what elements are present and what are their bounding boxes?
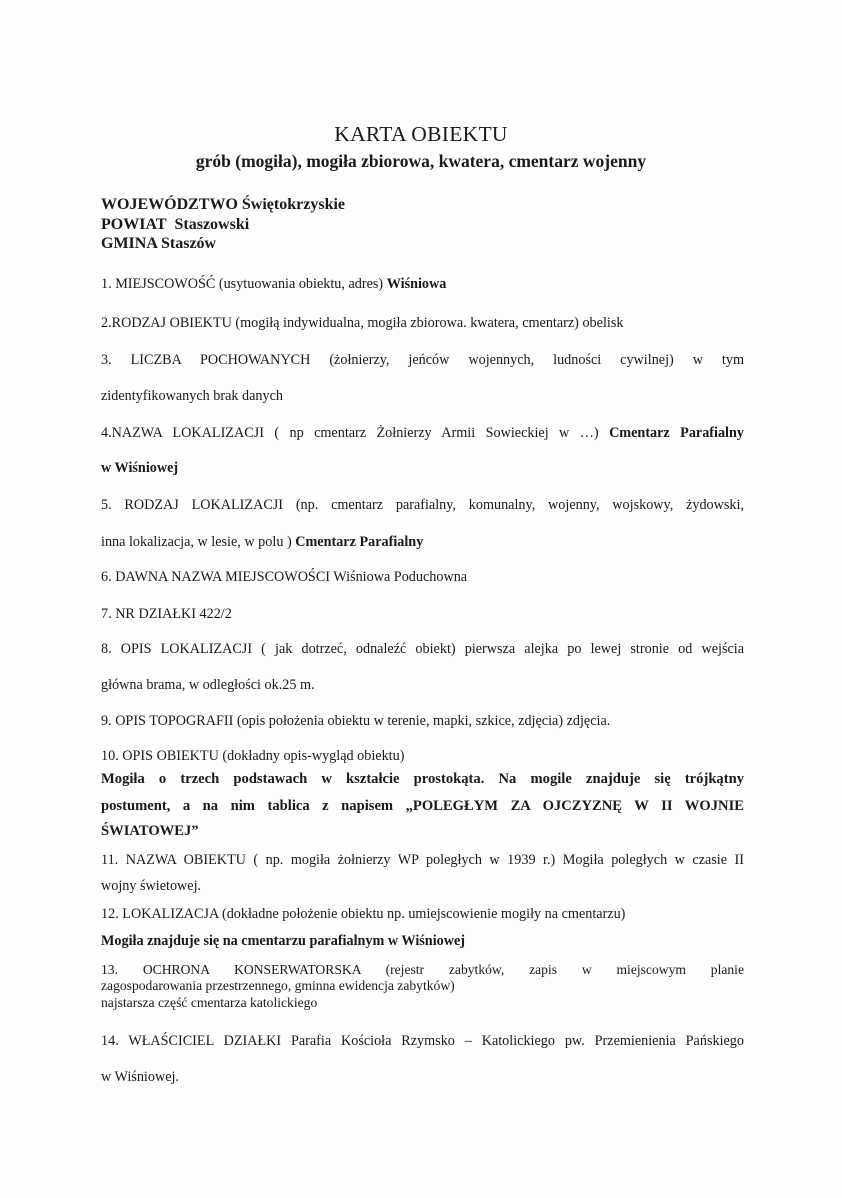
wojewodztwo-row <box>101 196 345 214</box>
item-10-desc-line-1: Mogiła o trzech podstawach w kształcie prostokąta. Na mogile znajduje się trójkątny <box>101 771 744 787</box>
item-6: 6. DAWNA NAZWA MIEJSCOWOŚCI Wiśniowa Poduchowna <box>101 569 468 585</box>
gmina-label: GMINA <box>101 235 157 252</box>
item-4 <box>101 425 744 442</box>
item-14-line-1: 14. WŁAŚCICIEL DZIAŁKI Parafia Kościoła Rzymsko – Katolickiego pw. Przemienienia Pańskiego <box>101 1033 744 1049</box>
gmina-value: Staszów <box>161 235 217 252</box>
item-5-line-1: 5. RODZAJ LOKALIZACJI (np. cmentarz parafialny, komunalny, wojenny, wojskowy, żydowski, <box>101 497 744 513</box>
item-2: 2.RODZAJ OBIEKTU (mogiłą indywidualna, mogiła zbiorowa. kwatera, cmentarz) obelisk <box>101 315 624 331</box>
item-5-line-2 <box>101 534 423 551</box>
item-13-line-1: 13. OCHRONA KONSERWATORSKA (rejestr zabytków, zapis w miejscowym planie <box>101 962 744 977</box>
item-13-line-2: zagospodarowania przestrzennego, gminna ewidencja zabytków) <box>101 978 455 993</box>
item-5-label: inna lokalizacja, w lesie, w polu ) <box>101 534 292 550</box>
item-9: 9. OPIS TOPOGRAFII (opis położenia obiektu w terenie, mapki, szkice, zdjęcia) zdjęcia. <box>101 713 611 729</box>
item-4-value: Cmentarz Parafialny <box>609 425 744 441</box>
item-13-line-3: najstarsza część cmentarza katolickiego <box>101 995 318 1010</box>
item-12-label: 12. LOKALIZACJA (dokładne położenie obiektu np. umiejscowienie mogiły na cmentarzu) <box>101 906 626 922</box>
item-5-value: Cmentarz Parafialny <box>295 534 424 550</box>
document-title: KARTA OBIEKTU <box>334 122 508 146</box>
item-1-value: Wiśniowa <box>386 276 447 292</box>
powiat-label: POWIAT <box>101 216 167 233</box>
item-3-line-1: 3. LICZBA POCHOWANYCH (żołnierzy, jeńców wojennych, ludności cywilnej) w tym <box>101 352 744 368</box>
item-8-line-1: 8. OPIS LOKALIZACJI ( jak dotrzeć, odnaleźć obiekt) pierwsza alejka po lewej stronie od wejścia <box>101 641 744 657</box>
item-4-value-cont: w Wiśniowej <box>101 460 179 476</box>
item-10-desc-line-3: ŚWIATOWEJ” <box>101 823 199 839</box>
item-8-line-2: główna brama, w odległości ok.25 m. <box>101 677 315 693</box>
item-1 <box>101 276 446 293</box>
gmina-row <box>101 235 216 253</box>
item-10-label: 10. OPIS OBIEKTU (dokładny opis-wygląd obiektu) <box>101 748 405 764</box>
item-11-line-1: 11. NAZWA OBIEKTU ( np. mogiła żołnierzy WP poległych w 1939 r.) Mogiła poległych w czasie II <box>101 852 744 868</box>
item-14-line-2: w Wiśniowej. <box>101 1069 179 1085</box>
item-10-desc-line-2: postument, a na nim tablica z napisem „POLEGŁYM ZA OJCZYZNĘ W II WOJNIE <box>101 798 744 814</box>
powiat-row <box>101 216 249 234</box>
powiat-value: Staszowski <box>174 216 250 233</box>
item-3-line-2: zidentyfikowanych brak danych <box>101 388 284 404</box>
item-12-value: Mogiła znajduje się na cmentarzu parafialnym w Wiśniowej <box>101 933 465 949</box>
wojewodztwo-label: WOJEWÓDZTWO <box>101 196 238 213</box>
item-4-label: 4.NAZWA LOKALIZACJI ( np cmentarz Żołnierzy Armii Sowieckiej w …) <box>101 425 599 441</box>
item-7: 7. NR DZIAŁKI 422/2 <box>101 606 232 622</box>
item-11-line-2: wojny świetowej. <box>101 878 202 894</box>
item-1-label: 1. MIEJSCOWOŚĆ (usytuowania obiektu, adres) <box>101 276 384 292</box>
wojewodztwo-value: Świętokrzyskie <box>241 196 346 213</box>
document-subtitle: grób (mogiła), mogiła zbiorowa, kwatera, cmentarz wojenny <box>195 151 647 171</box>
